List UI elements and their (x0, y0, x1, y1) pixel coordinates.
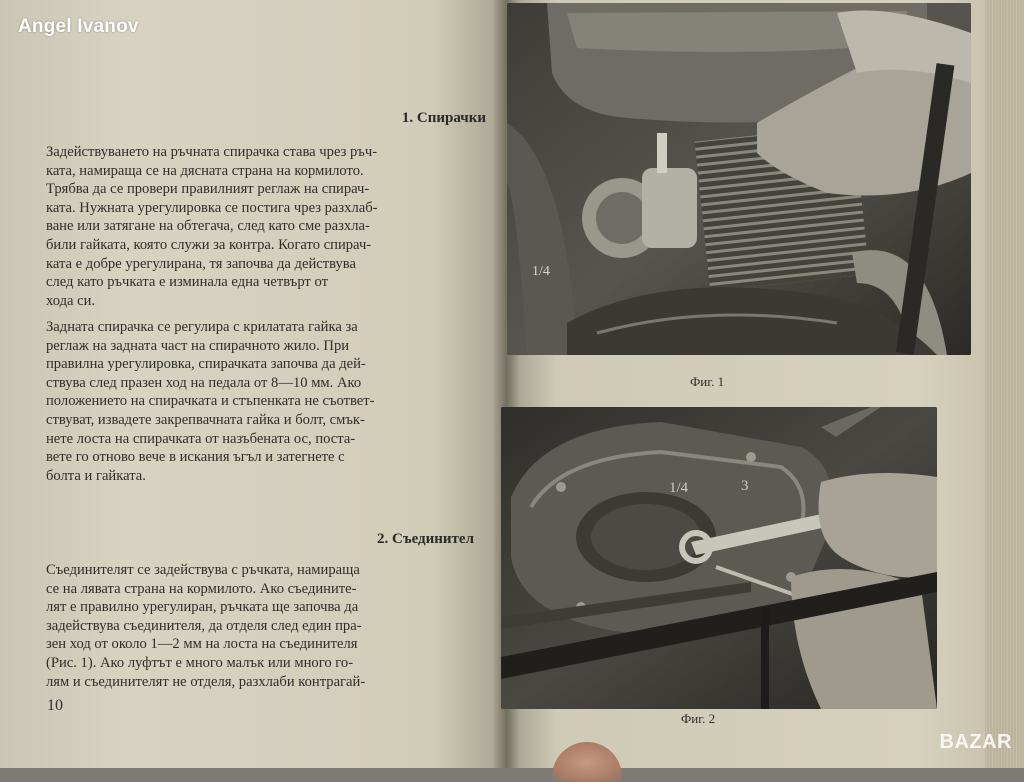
section-heading-brakes: 1. Спирачки (401, 110, 486, 126)
watermark-author: Angel Ivanov (18, 16, 139, 37)
clutch-text-line-6: (Рис. 1). Ако луфтът е много малък или много го- (46, 654, 354, 671)
paragraph-rear-brake (46, 318, 478, 485)
figure-2-label-quarter: 1/4 (669, 480, 689, 496)
figure-2-image (501, 407, 937, 709)
bazar-logo: BAZAR (939, 731, 1012, 753)
rear-brake-text-line-7: нете лоста на спирачката от назъбената ос, поста- (46, 430, 356, 447)
hand-brake-text-line-3: Трябва да се провери правилният реглаж на спирач- (46, 181, 370, 198)
hand-brake-text-line-4: ката. Нужната урегулировка се постига чрез разхлаб- (46, 199, 378, 216)
clutch-text-line-2: се на лявата страна на кормилото. Ако съедините- (46, 580, 357, 597)
paragraph-clutch (46, 561, 478, 691)
hand-brake-text-line-9: хода си. (46, 292, 96, 309)
page-edges (985, 0, 1024, 768)
rear-brake-text-line-9: болта и гайката. (46, 467, 146, 484)
rear-brake-text-line-1: Задната спирачка се регулира с крилатата гайка за (46, 319, 358, 335)
clutch-text-line-1: Съединителят се задействува с ръчката, намираща (46, 562, 360, 578)
hand-brake-text-line-1: Задействуването на ръчната спирачка става чрез ръч- (46, 144, 378, 160)
hand-brake-text-line-7: ката е добре урегулирана, тя започва да действува (46, 255, 356, 272)
rear-brake-text-line-6: ствуват, извадете закрепвачната гайка и болт, смък- (46, 411, 365, 428)
figure-1-label: 1/4 (532, 264, 550, 279)
page-number: 10 (47, 697, 63, 714)
clutch-text-line-7: лям и съединителят не отделя, разхлаби контрагай- (46, 673, 366, 690)
hand-brake-text-line-8: след като ръчката е изминала една четвърт от (46, 274, 328, 291)
section-heading-clutch: 2. Съединител (377, 531, 474, 547)
rear-brake-text-line-8: вете го отново вече в искания ъгъл и затегнете с (46, 449, 345, 466)
rear-brake-text-line-4: ствува след празен ход на педала от 8—10 мм. Ако (46, 374, 362, 391)
figure-1-photo (507, 3, 971, 355)
hand-brake-text-line-5: ване или затягане на обтегача, след като сме разхла- (46, 218, 370, 235)
figure-2-caption: Фиг. 2 (681, 711, 716, 726)
figure-1-image (507, 3, 971, 355)
figure-1-caption: Фиг. 1 (690, 374, 725, 389)
rear-brake-text-line-3: правилна урегулировка, спирачката започва да дей- (46, 356, 366, 373)
clutch-text-line-4: задействува съединителя, да отделя след един пра- (46, 617, 362, 634)
figure-2-label-three: 3 (741, 478, 749, 494)
clutch-text-line-5: зен ход от около 1—2 мм на лоста на съединителя (46, 636, 358, 653)
rear-brake-text-line-5: положението на спирачката и стъпенката не съответ- (46, 393, 375, 410)
paragraph-hand-brake (46, 143, 478, 310)
clutch-text-line-3: лят е правилно урегулиран, ръчката ще започва да (46, 599, 359, 616)
rear-brake-text-line-2: реглаж на задната част на спирачното жило. При (46, 337, 350, 354)
hand-brake-text-line-2: ката, намираща се на дясната страна на кормилото. (46, 162, 364, 179)
figure-2-photo (501, 407, 937, 709)
hand-brake-text-line-6: били гайката, която служи за контра. Когато спирач- (46, 236, 372, 253)
